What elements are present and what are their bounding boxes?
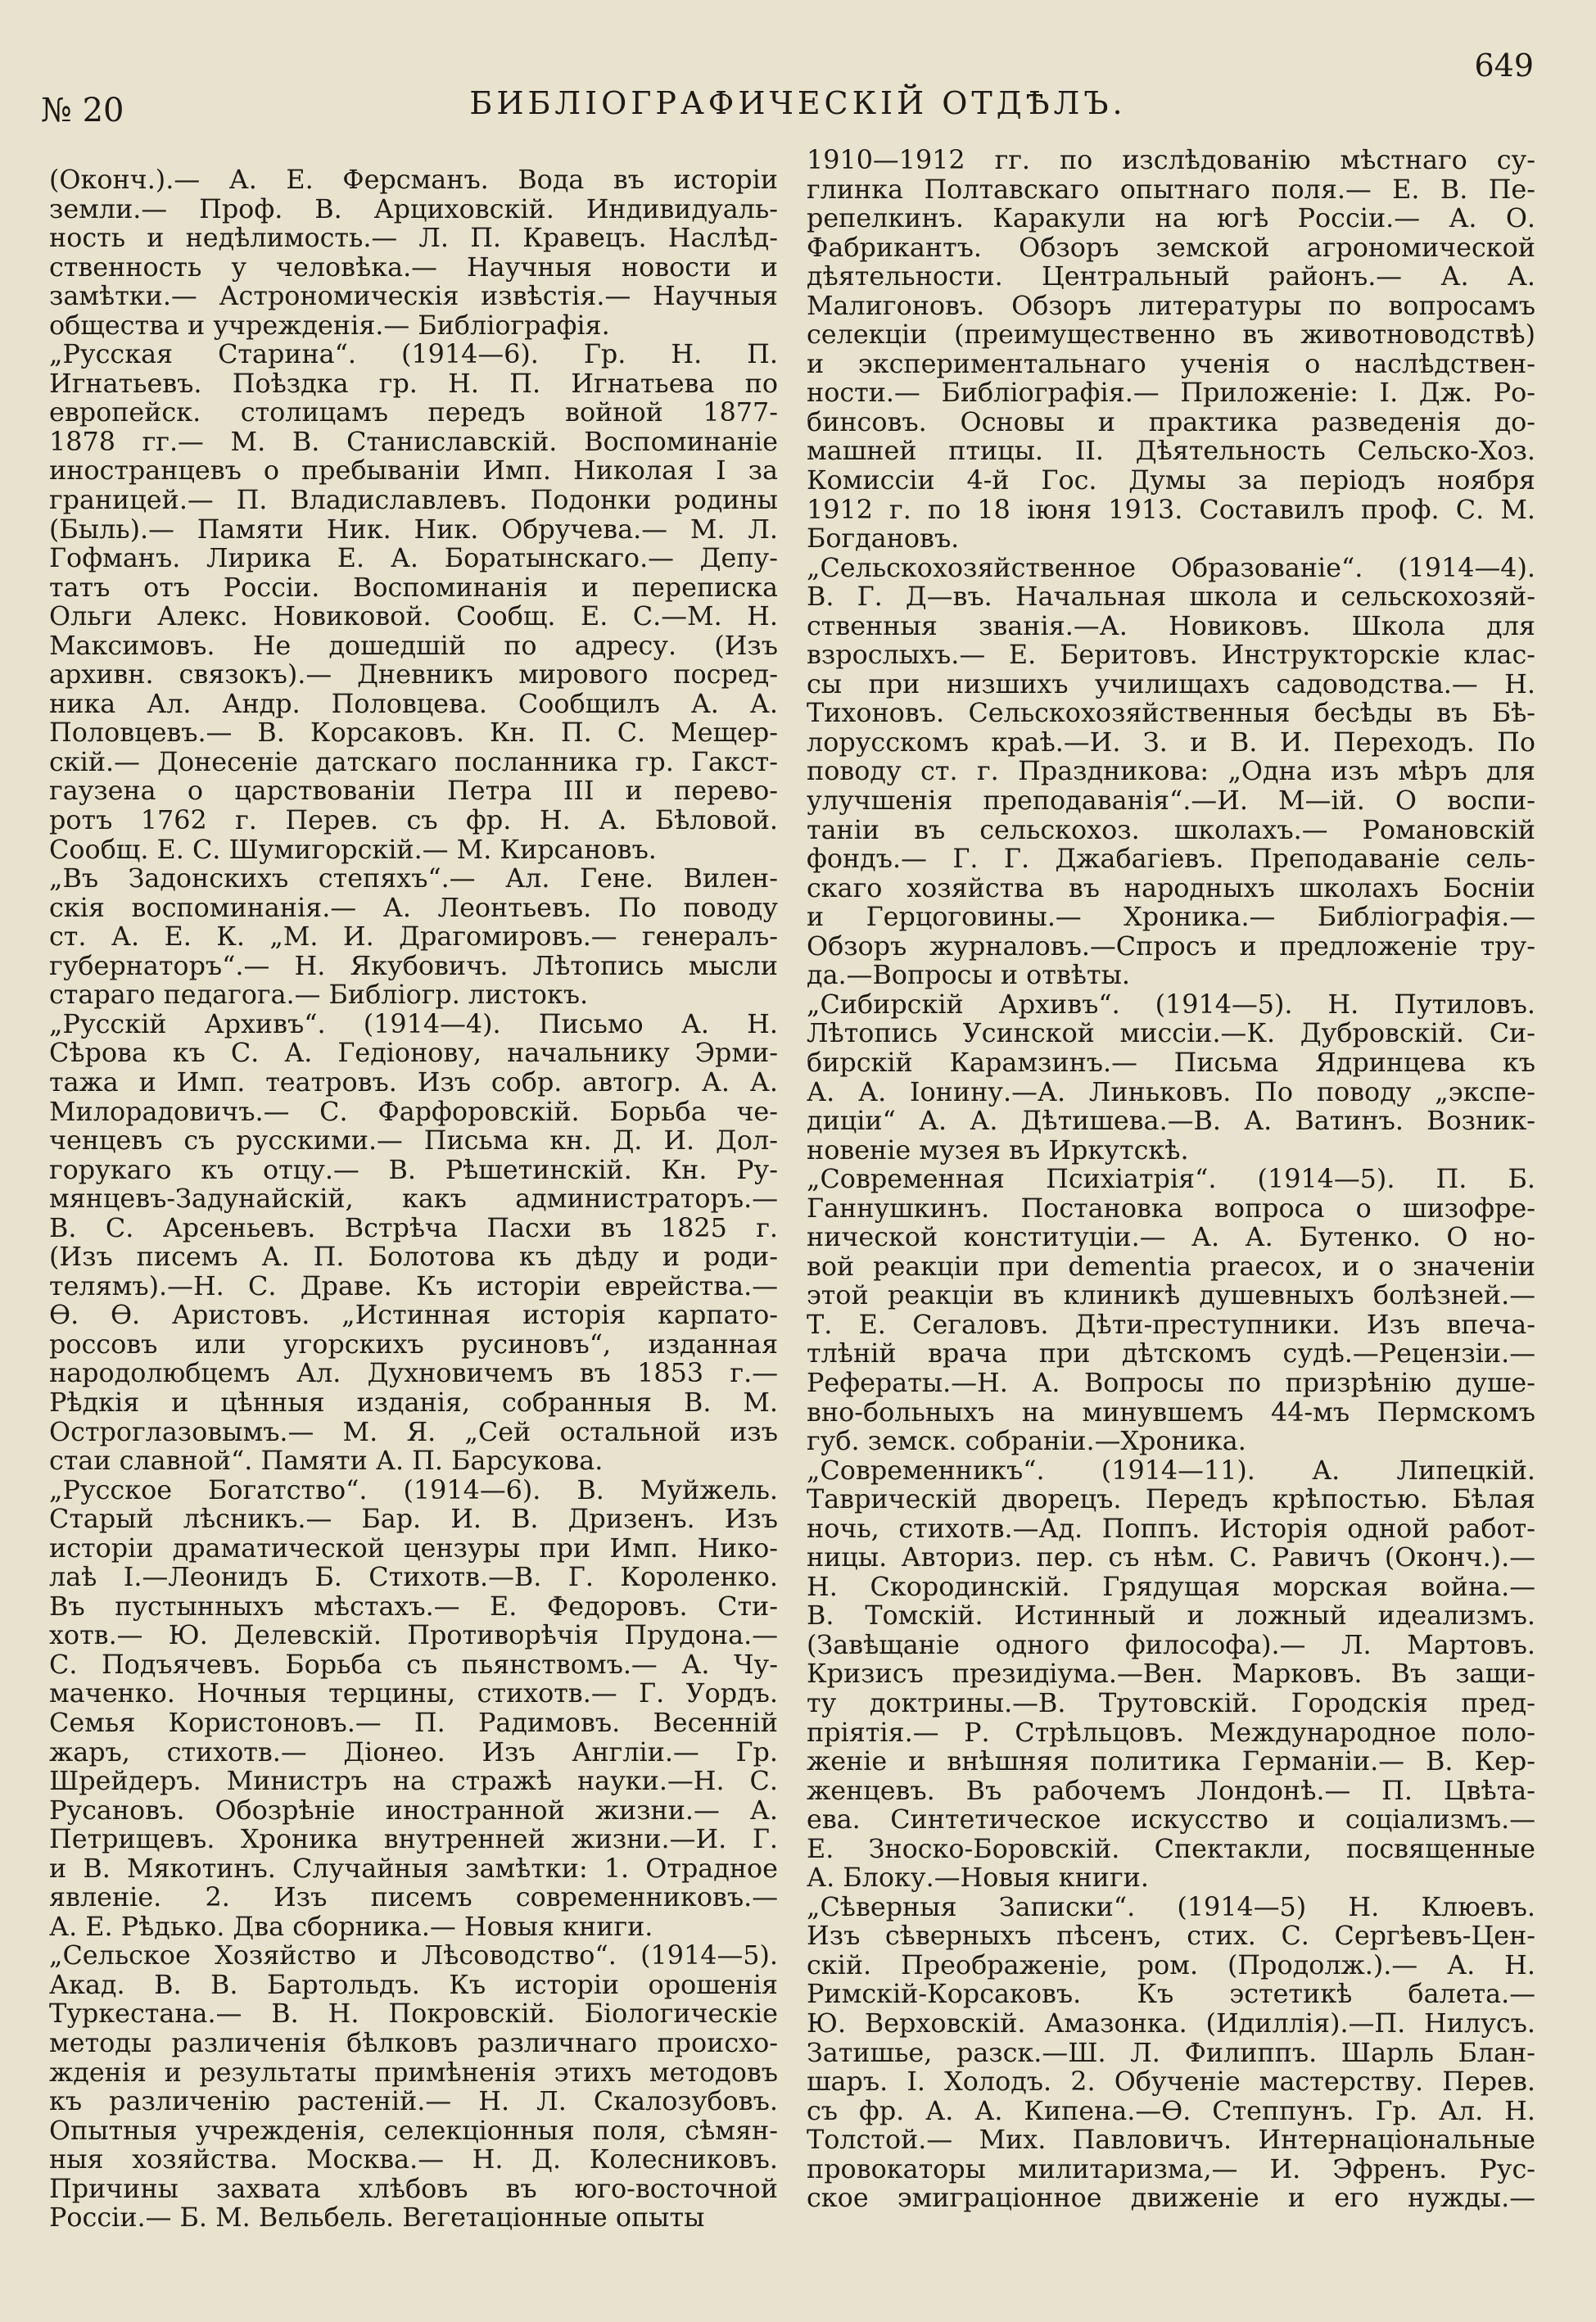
issue-number: № 20 <box>41 92 124 129</box>
text-line: Т. Е. Сегаловъ. Дѣти-преступники. Изъ впеча- <box>807 1310 1535 1340</box>
text-line: Остроглазовымъ.— М. Я. „Сей остальной изъ <box>49 1417 778 1447</box>
text-line: и В. Мякотинъ. Случайныя замѣтки: 1. Отрадное <box>49 1854 778 1884</box>
text-line: Петрищевъ. Хроника внутренней жизни.—И. Г. <box>49 1825 778 1854</box>
text-line: „Современникъ“. (1914—11). А. Липецкій. <box>807 1455 1535 1486</box>
text-line: ника Ал. Андр. Половцева. Сообщилъ А. А. <box>49 689 778 719</box>
text-line: земли.— Проф. В. Арциховскій. Индивидуаль- <box>49 194 778 224</box>
text-line: Кризисъ президіума.—Вен. Марковъ. Въ защи- <box>807 1659 1535 1689</box>
text-line: хотв.— Ю. Делевскій. Противорѣчія Прудона.— <box>49 1621 778 1650</box>
text-line: „Сѣверныя Записки“. (1914—5) Н. Клюевъ. <box>807 1892 1535 1922</box>
text-line: Таврическій дворецъ. Передъ крѣпостью. Бѣлая <box>807 1485 1535 1514</box>
text-line: скія воспоминанія.— А. Леонтьевъ. По поводу <box>49 893 778 923</box>
text-line: (Оконч.).— А. Е. Ферсманъ. Вода въ исторіи <box>49 165 778 195</box>
text-line: А. Блоку.—Новыя книги. <box>807 1863 1149 1893</box>
text-line: Обзоръ журналовъ.—Спросъ и предложеніе тру- <box>807 931 1535 962</box>
text-line: губернаторъ“.— Н. Якубовичъ. Лѣтопись мысли <box>49 951 778 981</box>
text-line: Гофманъ. Лирика Е. А. Боратынскаго.— Депу- <box>49 544 778 573</box>
text-line: улучшенія преподаванія“.—И. М—ій. О воспи- <box>807 786 1535 816</box>
text-line: ственныя званія.—А. Новиковъ. Школа для <box>807 611 1535 641</box>
text-line: „Современная Психіатрія“. (1914—5). П. Б. <box>807 1165 1535 1194</box>
text-line: 1910—1912 гг. по изслѣдованію мѣстнаго су- <box>807 146 1535 175</box>
text-line: Изъ сѣверныхъ пѣсенъ, стих. С. Сергѣевъ-Цен- <box>807 1921 1535 1951</box>
text-line: шаръ. I. Холодъ. 2. Обученіе мастерству. Перев. <box>807 2067 1535 2097</box>
text-line: вно-больныхъ на минувшемъ 44-мъ Пермскомъ <box>807 1397 1535 1428</box>
text-line: границей.— П. Владиславлевъ. Подонки родины <box>49 486 778 515</box>
text-line: машней птицы. II. Дѣятельность Сельско-Хоз. <box>807 437 1535 467</box>
text-line: „Русское Богатство“. (1914—6). В. Муйжель. <box>49 1475 778 1505</box>
text-line: съ фр. А. А. Кипена.—Ѳ. Степпунъ. Гр. Ал. Н. <box>807 2096 1535 2126</box>
text-line: Туркестана.— В. Н. Покровскій. Біологическіе <box>49 1999 778 2029</box>
text-line: тлѣній врача при дѣтскомъ судѣ.—Рецензіи.— <box>807 1339 1535 1369</box>
text-line: гаузена о царствованіи Петра III и перево- <box>49 776 778 807</box>
text-line: Фабрикантъ. Обзоръ земской агрономической <box>807 233 1535 263</box>
text-line: лаѣ I.—Леонидъ Б. Стихотв.—В. Г. Короленко. <box>49 1563 778 1592</box>
text-line: Малигоновъ. Обзоръ литературы по вопросамъ <box>807 291 1535 321</box>
text-line: нической конституціи.— А. А. Бутенко. О но- <box>807 1223 1535 1252</box>
text-line: Русановъ. Обозрѣніе иностранной жизни.— А. <box>49 1795 778 1826</box>
text-line: къ различенію растеній.— Н. Л. Скалозубовъ. <box>49 2087 778 2116</box>
text-line: да.—Вопросы и отвѣты. <box>807 961 1130 990</box>
text-line: Затишье, разск.—Ш. Л. Филиппъ. Шарль Блан- <box>807 2038 1535 2068</box>
text-line: архивн. связокъ).— Дневникъ мирового посред- <box>49 660 778 690</box>
text-line: маченко. Ночныя терцины, стихотв.— Г. Уордъ. <box>49 1679 778 1709</box>
text-line: Римскій-Корсаковъ. Къ эстетикѣ балета.— <box>807 1980 1535 2009</box>
text-line: Рѣдкія и цѣнныя изданія, собранныя В. М. <box>49 1387 778 1418</box>
text-line: провокаторы милитаризма,— И. Эфренъ. Рус- <box>807 2154 1535 2184</box>
text-line: горукаго къ отцу.— В. Рѣшетинскій. Кн. Ру- <box>49 1155 778 1185</box>
text-line: мянцевъ-Задунайскій, какъ администраторъ.— <box>49 1184 778 1214</box>
text-line: В. Томскій. Истинный и ложный идеализмъ. <box>807 1601 1535 1631</box>
text-line: А. Е. Рѣдько. Два сборника.— Новыя книги. <box>49 1912 653 1942</box>
text-line: Опытныя учрежденія, селекціонныя поля, сѣмян- <box>49 2116 778 2146</box>
text-line: репелкинъ. Каракули на югѣ Россіи.— А. О. <box>807 204 1535 233</box>
text-line: Ольги Алекс. Новиковой. Сообщ. Е. С.—М. Н. <box>49 602 778 631</box>
page-number: 649 <box>1474 48 1534 84</box>
text-line: „Русскій Архивъ“. (1914—4). Письмо А. Н. <box>49 1009 778 1039</box>
text-line: сы при низшихъ училищахъ садоводства.— Н. <box>807 669 1535 699</box>
text-line: замѣтки.— Астрономическія извѣстія.— Научныя <box>49 282 778 311</box>
text-line: В. С. Арсеньевъ. Встрѣча Пасхи въ 1825 г. <box>49 1213 778 1243</box>
text-line: бинсовъ. Основы и практика разведенія до- <box>807 407 1535 437</box>
text-line: исторіи драматической цензуры при Имп. Нико- <box>49 1533 778 1564</box>
section-title: БИБЛІОГРАФИЧЕСКІЙ ОТДѢЛЪ. <box>469 85 1127 121</box>
text-line: стаи славной“. Памяти А. П. Барсукова. <box>49 1446 604 1476</box>
text-line: таніи въ сельскохоз. школахъ.— Романовскій <box>807 815 1535 845</box>
text-line: Богдановъ. <box>807 524 960 554</box>
text-line: Милорадовичъ.— С. Фарфоровскій. Борьба че- <box>49 1097 778 1127</box>
text-line: пріятія.— Р. Стрѣльцовъ. Международное поло- <box>807 1718 1535 1748</box>
text-line: Максимовъ. Не дошедшій по адресу. (Изъ <box>49 631 778 661</box>
text-line: (Быль).— Памяти Ник. Ник. Обручева.— М. Л. <box>49 514 778 545</box>
text-line: „Сибирскій Архивъ“. (1914—5). Н. Путиловъ. <box>807 989 1535 1020</box>
text-line: (Завѣщаніе одного философа).— Л. Мартовъ. <box>807 1630 1535 1660</box>
text-line: Сѣрова къ С. А. Гедіонову, начальнику Эрми- <box>49 1039 778 1068</box>
text-line: Толстой.— Мих. Павловичъ. Интернаціональные <box>807 2125 1535 2155</box>
text-line: скій.— Донесеніе датскаго посланника гр. Гакст- <box>49 747 778 777</box>
text-line: Е. Зноско-Боровскій. Спектакли, посвященные <box>807 1834 1535 1864</box>
text-line: лорусскомъ краѣ.—И. З. и В. И. Переходъ. По <box>807 727 1535 758</box>
text-line: явленіе. 2. Изъ писемъ современниковъ.— <box>49 1883 778 1912</box>
text-line: Ю. Верховскій. Амазонка. (Идиллія).—П. Нилусъ. <box>807 2009 1535 2039</box>
text-line: (Изъ писемъ А. П. Болотова къ дѣду и роди- <box>49 1242 778 1272</box>
text-line: ныя хозяйства. Москва.— Н. Д. Колесниковъ. <box>49 2145 778 2175</box>
text-line: новеніе музея въ Иркутскѣ. <box>807 1135 1189 1166</box>
text-line: 1878 гг.— М. В. Станиславскій. Воспоминаніе <box>49 427 778 457</box>
text-line: Рефераты.—Н. А. Вопросы по призрѣнію душе- <box>807 1368 1535 1398</box>
text-line: „Въ Задонскихъ степяхъ“.— Ал. Гене. Вилен- <box>49 864 778 894</box>
text-line: ницы. Авториз. пер. съ нѣм. С. Равичъ (Оконч.).— <box>807 1543 1535 1573</box>
text-line: татъ отъ Россіи. Воспоминанія и переписка <box>49 573 778 603</box>
text-line: А. А. Іонину.—А. Линьковъ. По поводу „экспе- <box>807 1077 1535 1107</box>
text-line: ности.— Библіографія.— Приложеніе: I. Дж. Ро- <box>807 378 1535 408</box>
text-line: Половцевъ.— В. Корсаковъ. Кн. П. С. Мещер- <box>49 718 778 748</box>
text-line: Тихоновъ. Сельскохозяйственныя бесѣды въ Бѣ- <box>807 699 1535 728</box>
text-line: Россіи.— Б. М. Вельбель. Вегетаціонные опыты <box>49 2203 705 2233</box>
text-line: бирскій Карамзинъ.— Письма Ядринцева къ <box>807 1048 1535 1078</box>
text-line: общества и учрежденія.— Библіографія. <box>49 310 610 341</box>
text-line: методы различенія бѣлковъ различнаго происхо- <box>49 2029 778 2058</box>
text-line: ева. Синтетическое искусство и соціализмъ.— <box>807 1805 1535 1835</box>
text-line: ту доктрины.—В. Трутовскій. Городскія пред- <box>807 1688 1535 1718</box>
text-line: фондъ.— Г. Г. Джабагіевъ. Преподаваніе сель- <box>807 844 1535 874</box>
text-line: 1912 г. по 18 іюня 1913. Составилъ проф. С. М. <box>807 495 1535 525</box>
text-line: Шрейдеръ. Министръ на стражѣ науки.—Н. С. <box>49 1767 778 1796</box>
left-column <box>49 165 778 2233</box>
text-line: жаръ, стихотв.— Діонео. Изъ Англіи.— Гр. <box>49 1737 778 1768</box>
text-line: этой реакціи въ клиникѣ душевныхъ болѣзней.— <box>807 1281 1535 1310</box>
text-line: женіе и внѣшняя политика Германіи.— В. Кер- <box>807 1747 1535 1777</box>
text-line: ночь, стихотв.—Ад. Поппъ. Исторія одной работ- <box>807 1514 1535 1544</box>
text-line: и экспериментальнаго ученія о наслѣдствен- <box>807 349 1535 379</box>
text-line: Игнатьевъ. Поѣздка гр. Н. П. Игнатьева по <box>49 369 778 399</box>
text-line: жденія и результаты примѣненія этихъ методовъ <box>49 2057 778 2088</box>
text-line: глинка Полтавскаго опытнаго поля.— Е. В. Пе- <box>807 174 1535 205</box>
text-line: женцевъ. Въ рабочемъ Лондонѣ.— П. Цвѣта- <box>807 1776 1535 1806</box>
text-line: взрослыхъ.— Е. Беритовъ. Инструкторскіе клас- <box>807 640 1535 670</box>
text-line: ское эмиграціонное движеніе и его нужды.— <box>807 2184 1535 2213</box>
text-line: „Сельскохозяйственное Образованіе“. (1914—4). <box>807 553 1535 583</box>
text-line: „Сельское Хозяйство и Лѣсоводство“. (1914—5). <box>49 1941 778 1971</box>
text-line: скаго хозяйства въ народныхъ школахъ Босніи <box>807 873 1535 903</box>
text-line: тажа и Имп. театровъ. Изъ собр. автогр. А. А. <box>49 1067 778 1098</box>
text-line: губ. земск. собраніи.—Хроника. <box>807 1427 1246 1456</box>
text-line: ченцевъ съ русскими.— Письма кн. Д. И. Дол- <box>49 1126 778 1156</box>
text-line: народолюбцемъ Ал. Духновичемъ въ 1853 г.— <box>49 1359 778 1388</box>
text-line: „Русская Старина“. (1914—6). Гр. Н. П. <box>49 340 778 369</box>
text-line: С. Подъячевъ. Борьба съ пьянствомъ.— А. Чу- <box>49 1650 778 1680</box>
text-line: ность и недѣлимость.— Л. П. Кравецъ. Наслѣд- <box>49 224 778 253</box>
text-line: Причины захвата хлѣбовъ въ юго-восточной <box>49 2174 778 2204</box>
text-line: диціи“ А. А. Дѣтишева.—В. А. Ватинъ. Возник- <box>807 1107 1535 1136</box>
text-line: Старый лѣсникъ.— Бар. И. В. Дризенъ. Изъ <box>49 1505 778 1534</box>
text-line: иностранцевъ о пребываніи Имп. Николая I за <box>49 456 778 487</box>
text-line: Комиссіи 4-й Гос. Думы за періодъ ноября <box>807 466 1535 496</box>
text-line: В. Г. Д—въ. Начальная школа и сельскохозяй- <box>807 582 1535 612</box>
text-line: телямъ).—Н. С. Драве. Къ исторіи еврейства.— <box>49 1271 778 1301</box>
text-line: Ганнушкинъ. Постановка вопроса о шизофре- <box>807 1193 1535 1224</box>
text-line: стараго педагога.— Библіогр. листокъ. <box>49 980 589 1010</box>
text-line: скій. Преображеніе, ром. (Продолж.).— А. Н. <box>807 1950 1535 1980</box>
text-line: Въ пустынныхъ мѣстахъ.— Е. Федоровъ. Сти- <box>49 1591 778 1622</box>
text-line: Н. Скородинскій. Грядущая морская война.— <box>807 1572 1535 1602</box>
text-line: Ѳ. Ѳ. Аристовъ. „Истинная исторія карпато- <box>49 1301 778 1330</box>
text-line: ротъ 1762 г. Перев. съ фр. Н. А. Бѣловой. <box>49 806 778 835</box>
text-line: Лѣтопись Усинской миссіи.—К. Дубровскій. Си- <box>807 1019 1535 1048</box>
text-line: Семья Користоновъ.— П. Радимовъ. Весенній <box>49 1708 778 1738</box>
text-line: поводу ст. г. Праздникова: „Одна изъ мѣръ для <box>807 757 1535 787</box>
text-line: Сообщ. Е. С. Шумигорскій.— М. Кирсановъ. <box>49 835 657 865</box>
text-line: вой реакціи при dementia praecox, и о значеніи <box>807 1252 1535 1282</box>
text-line: и Герцоговины.— Хроника.— Библіографія.— <box>807 903 1535 932</box>
text-line: россовъ или угорскихъ русиновъ“, изданная <box>49 1329 778 1360</box>
text-line: Акад. В. В. Бартольдъ. Къ исторіи орошенія <box>49 1970 778 2000</box>
text-line: селекціи (преимущественно въ животноводствѣ) <box>807 320 1535 350</box>
text-line: ст. А. Е. К. „М. И. Драгомировъ.— генералъ- <box>49 922 778 952</box>
text-line: европейск. столицамъ передъ войной 1877- <box>49 398 778 428</box>
text-line: ственность у человѣка.— Научныя новости и <box>49 252 778 283</box>
text-line: дѣятельности. Центральный районъ.— А. А. <box>807 262 1535 292</box>
right-column <box>807 146 1535 2213</box>
